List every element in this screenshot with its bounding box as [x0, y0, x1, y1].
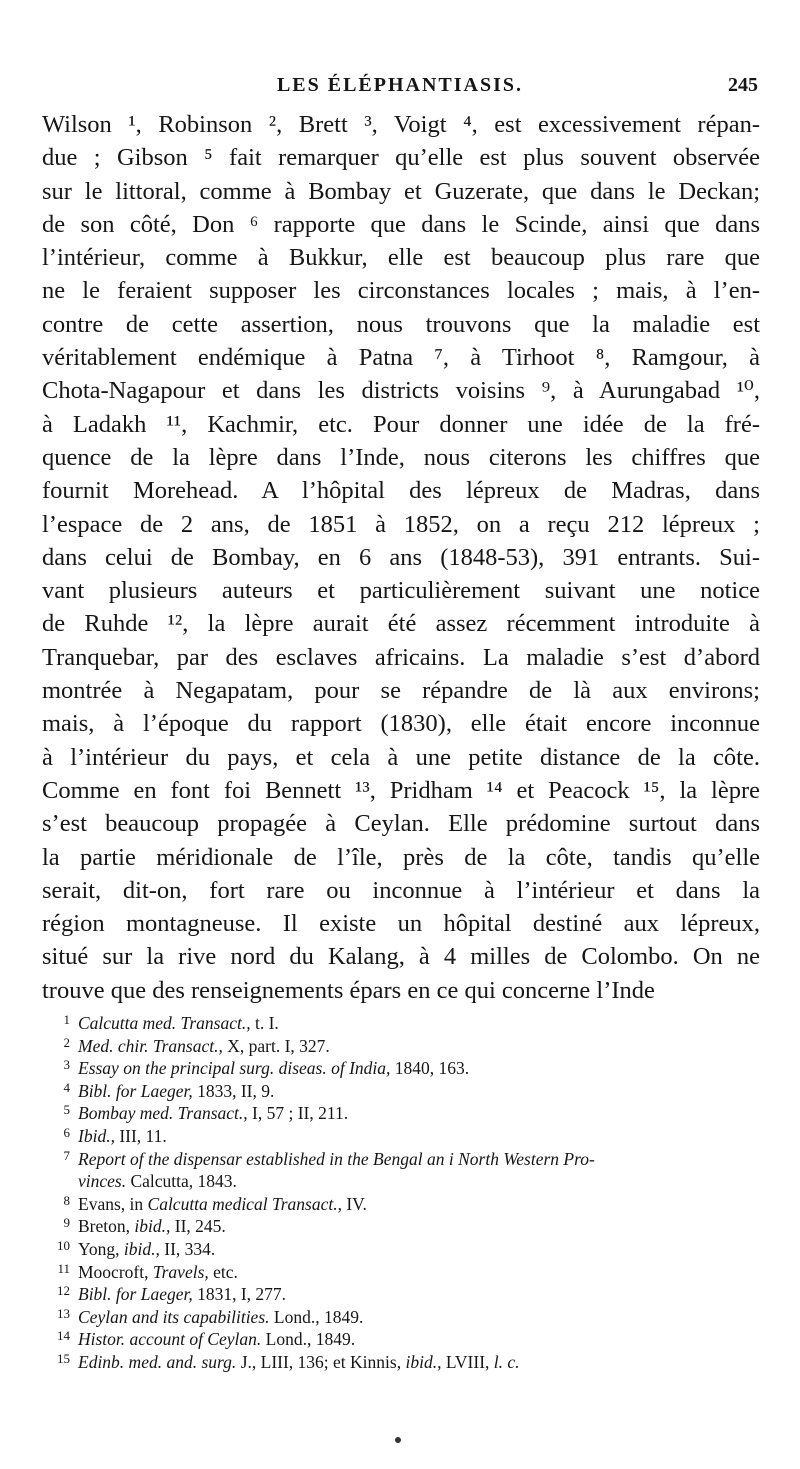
text-line: à Ladakh ¹¹, Kachmir, etc. Pour donner une idée de la fré- [42, 410, 760, 438]
footnote-title: ibid., [123, 1238, 160, 1259]
footnote-number: 2 [63, 1034, 70, 1050]
text-line: dans celui de Bombay, en 6 ans (1848-53), 391 entrants. Sui- [42, 543, 760, 571]
footnote [42, 1306, 760, 1329]
footnote-title: Ibid., [78, 1125, 115, 1146]
footnote-title: vinces. [78, 1171, 127, 1192]
footnote [42, 1170, 760, 1193]
footnote-text: I, 57 ; II, 211. [247, 1103, 349, 1124]
footnote-number: 3 [63, 1057, 70, 1073]
footnote-text: J., LIII, 136; et Kinnis, [236, 1351, 406, 1372]
page-mark-dot [395, 1437, 401, 1443]
footnote-text: Moocroft, [78, 1261, 153, 1282]
footnote-text: Evans, in [78, 1193, 148, 1214]
footnote-text: X, part. I, 327. [222, 1035, 330, 1056]
footnote-number: 11 [57, 1260, 70, 1276]
text-line: région montagneuse. Il existe un hôpital destiné aux lépreux, [42, 910, 760, 938]
footnote [42, 1057, 760, 1080]
footnote [42, 1351, 760, 1374]
footnote [42, 1102, 760, 1125]
footnote-text: II, 245. [170, 1216, 226, 1237]
text-line: quence de la lèpre dans l’Inde, nous citerons les chiffres que [42, 443, 760, 471]
text-line: de Ruhde ¹², la lèpre aurait été assez récemment introduite à [42, 610, 760, 638]
footnote-title: Calcutta med. Transact., [78, 1013, 251, 1033]
footnote [42, 1193, 760, 1216]
text-line: ne le feraient supposer les circonstances locales ; mais, à l’en- [42, 277, 760, 305]
text-line: montrée à Negapatam, pour se répandre de là aux environs; [42, 677, 760, 705]
footnote-number: 15 [57, 1350, 70, 1366]
footnote-text: Yong, [78, 1238, 124, 1259]
page-number: 245 [728, 74, 758, 96]
footnote-title: Med. chir. Transact., [78, 1035, 223, 1056]
running-head [34, 66, 766, 106]
footnote [42, 1012, 760, 1035]
text-line: Wilson ¹, Robinson ², Brett ³, Voigt ⁴, est excessivement répan- [42, 111, 760, 138]
footnote-number: 9 [63, 1215, 70, 1231]
footnote-number: 14 [57, 1328, 70, 1344]
footnote-number: 5 [63, 1102, 70, 1118]
footnote-text: Breton, [78, 1216, 135, 1237]
footnote-text: etc. [208, 1261, 238, 1282]
running-title: LES ÉLÉPHANTIASIS. [276, 74, 524, 96]
footnote-number: 4 [63, 1079, 70, 1095]
text-line: fournit Morehead. A l’hôpital des lépreux de Madras, dans [42, 477, 760, 505]
footnote-number: 1 [63, 1012, 70, 1027]
footnote-title: ibid., [405, 1351, 442, 1372]
text-line: serait, dit-on, fort rare ou inconnue à l’intérieur et dans la [42, 876, 760, 904]
text-line: vant plusieurs auteurs et particulièrement suivant une notice [42, 577, 760, 605]
footnote-title: Essay on the principal surg. diseas. of India, [78, 1058, 391, 1079]
footnote-title: Ceylan and its capabilities. [78, 1306, 270, 1327]
text-line: la partie méridionale de l’île, près de la côte, tandis qu’elle [42, 843, 760, 871]
text-line: due ; Gibson ⁵ fait remarquer qu’elle est plus souvent observée [42, 144, 760, 172]
footnote-text: IV. [341, 1193, 367, 1214]
footnote-text: 1833, II, 9. [192, 1080, 275, 1101]
text-line: sur le littoral, comme à Bombay et Guzerate, que dans le Deckan; [42, 177, 760, 205]
footnote-text: 1840, 163. [390, 1058, 470, 1079]
text-line: véritablement endémique à Patna ⁷, à Tirhoot ⁸, Ramgour, à [42, 344, 760, 372]
text-line: mais, à l’époque du rapport (1830), elle était encore inconnue [42, 710, 760, 738]
footnote-number: 7 [63, 1147, 70, 1163]
footnote [42, 1215, 760, 1238]
footnote [42, 1238, 760, 1261]
footnote [42, 1261, 760, 1284]
main-text-block [42, 108, 760, 1007]
text-line: Comme en font foi Bennett ¹³, Pridham ¹⁴ et Peacock ¹⁵, la lèpre [42, 776, 760, 804]
footnote-text: LVIII, [441, 1351, 494, 1372]
text-line: à l’intérieur du pays, et cela à une petite distance de la côte. [42, 743, 760, 771]
footnote-number: 6 [63, 1124, 70, 1140]
text-line: Tranquebar, par des esclaves africains. La maladie s’est d’abord [42, 643, 760, 671]
footnote-title: Bibl. for Laeger, [78, 1080, 193, 1101]
footnotes-block [42, 1012, 760, 1374]
text-line: s’est beaucoup propagée à Ceylan. Elle prédomine surtout dans [42, 810, 760, 838]
footnote-title: Bombay med. Transact., [78, 1103, 248, 1124]
footnote [42, 1080, 760, 1103]
footnote-number: 13 [57, 1305, 70, 1321]
text-line: contre de cette assertion, nous trouvons que la maladie est [42, 310, 760, 338]
footnote-number: 10 [57, 1237, 70, 1253]
text-line: situé sur la rive nord du Kalang, à 4 milles de Colombo. On ne [42, 943, 760, 971]
footnote-text: t. I. [250, 1013, 279, 1033]
text-line: Chota-Nagapour et dans les districts voisins ⁹, à Aurungabad ¹⁰, [42, 377, 760, 405]
text-line: de son côté, Don ⁶ rapporte que dans le Scinde, ainsi que dans [42, 210, 760, 238]
footnote-title: Edinb. med. and. surg. [78, 1351, 237, 1372]
footnote-title: l. c. [493, 1351, 520, 1372]
footnote-title: Report of the dispensar established in the Bengal an i North Western Pro- [78, 1148, 595, 1169]
footnote [42, 1283, 760, 1306]
footnote-text: Lond., 1849. [269, 1306, 364, 1327]
footnote-text: II, 334. [159, 1238, 216, 1259]
footnote-title: Calcutta medical Transact., [147, 1193, 342, 1214]
footnote [42, 1035, 760, 1058]
footnote-text: 1831, I, 277. [192, 1284, 287, 1305]
footnote-title: ibid., [134, 1216, 171, 1237]
footnote-title: Travels, [152, 1261, 209, 1282]
text-line: l’espace de 2 ans, de 1851 à 1852, on a reçu 212 lépreux ; [42, 510, 760, 538]
text-line: trouve que des renseignements épars en ce qui concerne l’Inde [42, 976, 655, 1004]
footnote [42, 1148, 760, 1171]
footnote-number: 8 [63, 1192, 70, 1208]
footnote [42, 1125, 760, 1148]
text-line: l’intérieur, comme à Bukkur, elle est beaucoup plus rare que [42, 244, 760, 272]
footnote-text: Lond., 1849. [261, 1329, 356, 1350]
footnote-number: 12 [57, 1283, 70, 1299]
footnote-text: Calcutta, 1843. [126, 1171, 237, 1192]
footnote-title: Bibl. for Laeger, [78, 1284, 193, 1305]
footnote [42, 1328, 760, 1351]
footnote-title: Histor. account of Ceylan. [78, 1329, 262, 1350]
footnote-text: III, 11. [114, 1125, 167, 1146]
